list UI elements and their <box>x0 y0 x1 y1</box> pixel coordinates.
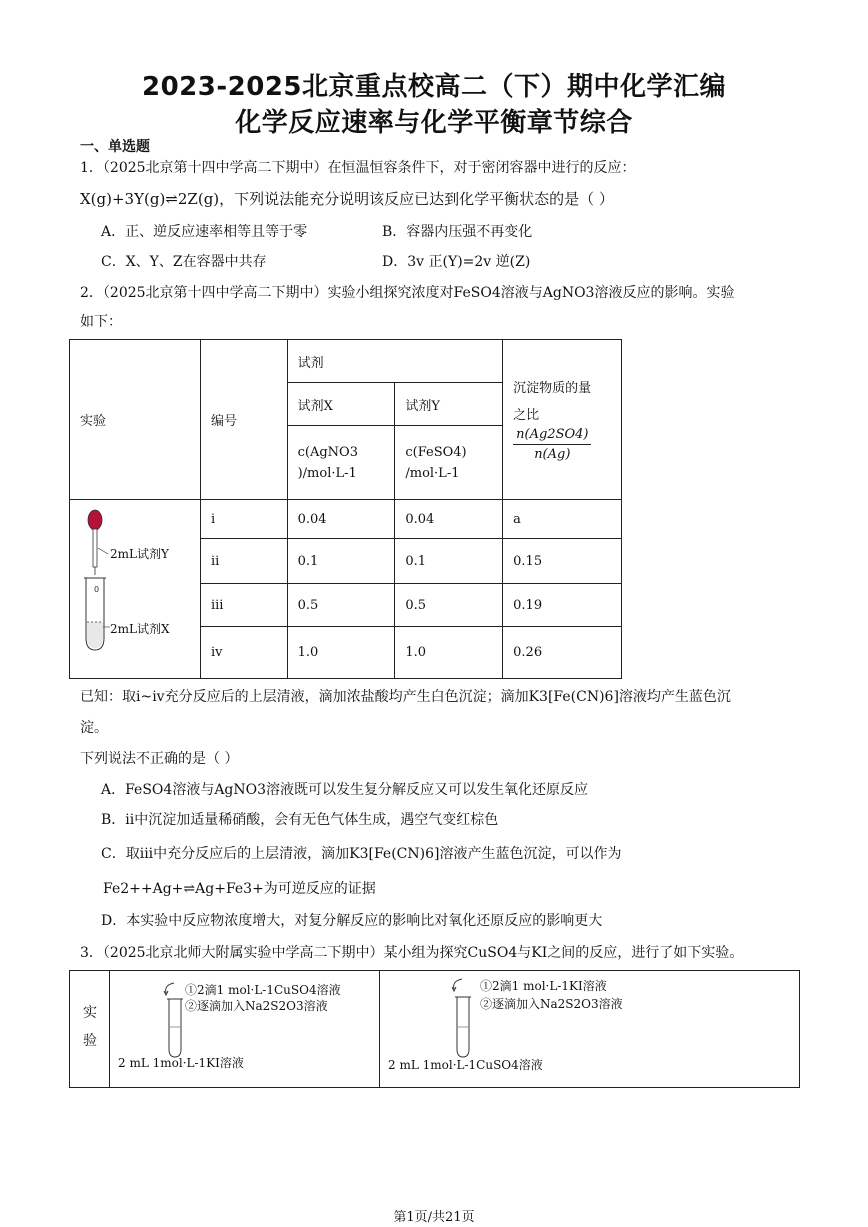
q1-equation: X(g)+3Y(g)⇌2Z(g)，下列说法能充分说明该反应已达到化学平衡状态的是（ ） <box>80 190 614 208</box>
q1-option-c: C．X、Y、Z在容器中共存 <box>101 254 267 270</box>
header-conc-y <box>395 426 503 500</box>
header-number: 编号 <box>200 340 287 500</box>
q2-stem-line1: 2．（2025北京第十四中学高二下期中）实验小组探究浓度对FeSO4溶液与AgNO3溶液反应的影响。实验 <box>80 285 735 301</box>
right-step1: ①2滴1 mol·L-1KI溶液 <box>480 979 607 993</box>
q2-option-d: D．本实验中反应物浓度增大，对复分解反应的影响比对氧化还原反应的影响更大 <box>101 913 603 929</box>
row-iv-x: 1.0 <box>287 626 395 678</box>
header-reagent-x: 试剂X <box>287 383 395 426</box>
q2-stem-line2: 如下： <box>80 314 122 330</box>
apparatus-cell <box>70 500 201 679</box>
q1-stem: 1．（2025北京第十四中学高二下期中）在恒温恒容条件下，对于密闭容器中进行的反应： <box>80 160 636 176</box>
dropper-tube-icon <box>93 529 97 567</box>
row-i-y: 0.04 <box>395 500 503 539</box>
apparatus-drawing <box>70 500 198 678</box>
svg-text:0: 0 <box>94 585 100 594</box>
row-ii-ratio: 0.15 <box>503 539 622 584</box>
ratio-fraction <box>513 427 591 462</box>
q2-option-a: A．FeSO4溶液与AgNO3溶液既可以发生复分解反应又可以发生氧化还原反应 <box>101 782 589 798</box>
row-iii-x: 0.5 <box>287 584 395 626</box>
conc-x-line1: c(AgNO3 <box>297 444 358 460</box>
q2-option-c: C．取iii中充分反应后的上层清液，滴加K3[Fe(CN)6]溶液产生蓝色沉淀，可以作为 <box>101 846 622 862</box>
experiment-table <box>69 339 622 679</box>
row-iii-ratio: 0.19 <box>503 584 622 626</box>
row-ii-id: ii <box>200 539 287 584</box>
q3-stem: 3．（2025北京北师大附属实验中学高二下期中）某小组为探究CuSO4与KI之间的反应，进行了如下实验。 <box>80 945 744 961</box>
row-i-x: 0.04 <box>287 500 395 539</box>
row-iii-id: iii <box>200 584 287 626</box>
q1-option-b: B．容器内压强不再变化 <box>382 224 533 240</box>
conc-y-line2: /mol·L-1 <box>405 465 460 481</box>
page-subtitle: 化学反应速率与化学平衡章节综合 <box>235 108 633 138</box>
q3-experiment-box <box>69 970 800 1088</box>
right-test-tube-icon <box>448 975 478 1061</box>
q2-known-line2: 淀。 <box>80 720 108 736</box>
row-ii-y: 0.1 <box>395 539 503 584</box>
row-iii-y: 0.5 <box>395 584 503 626</box>
header-reagent-y: 试剂Y <box>395 383 503 426</box>
ratio-numerator: n(Ag2SO4) <box>513 427 591 445</box>
label-reagent-x: 2mL试剂X <box>110 622 170 636</box>
row-i-id: i <box>200 500 287 539</box>
q2-ask: 下列说法不正确的是（ ） <box>80 751 239 767</box>
page-footer: 第1页/共21页 <box>393 1210 475 1225</box>
q1-option-d: D．3v 正(Y)=2v 逆(Z) <box>382 254 531 270</box>
label-reagent-y: 2mL试剂Y <box>110 547 169 561</box>
page-title: 2023-2025北京重点校高二（下）期中化学汇编 <box>141 72 727 102</box>
q2-option-b: B．ii中沉淀加适量稀硝酸，会有无色气体生成，遇空气变红棕色 <box>101 812 499 828</box>
left-step1: ①2滴1 mol·L-1CuSO4溶液 <box>185 983 341 997</box>
q2-known-line1: 已知：取i~iv充分反应后的上层清液，滴加浓盐酸均产生白色沉淀；滴加K3[Fe(CN)6]溶液均产生蓝色沉 <box>80 689 731 705</box>
header-experiment: 实验 <box>70 340 201 500</box>
section-heading: 一、单选题 <box>80 139 150 155</box>
row-ii-x: 0.1 <box>287 539 395 584</box>
right-step2: ②逐滴加入Na2S2O3溶液 <box>480 997 623 1011</box>
left-step2: ②逐滴加入Na2S2O3溶液 <box>185 999 328 1013</box>
header-ratio <box>503 340 622 500</box>
conc-x-line2: )/mol·L-1 <box>297 465 357 481</box>
header-conc-x <box>287 426 395 500</box>
q3-label: 实验 <box>83 1005 97 1049</box>
header-reagent: 试剂 <box>287 340 503 383</box>
conc-y-line1: c(FeSO4) <box>405 444 467 460</box>
ratio-denominator: n(Ag) <box>534 447 571 462</box>
right-bottom-label: 2 mL 1mol·L-1CuSO4溶液 <box>388 1058 543 1072</box>
dropper-bulb-icon <box>88 510 102 530</box>
left-bottom-label: 2 mL 1mol·L-1KI溶液 <box>118 1056 244 1070</box>
row-iv-ratio: 0.26 <box>503 626 622 678</box>
q1-option-a: A．正、逆反应速率相等且等于零 <box>101 224 308 240</box>
row-iv-id: iv <box>200 626 287 678</box>
row-iv-y: 1.0 <box>395 626 503 678</box>
ratio-label-1: 沉淀物质的量 <box>513 381 592 396</box>
q2-option-c-cont: Fe2++Ag+⇌Ag+Fe3+为可逆反应的证据 <box>103 881 376 897</box>
row-i-ratio: a <box>503 500 622 539</box>
ratio-label-2: 之比 <box>513 408 540 423</box>
